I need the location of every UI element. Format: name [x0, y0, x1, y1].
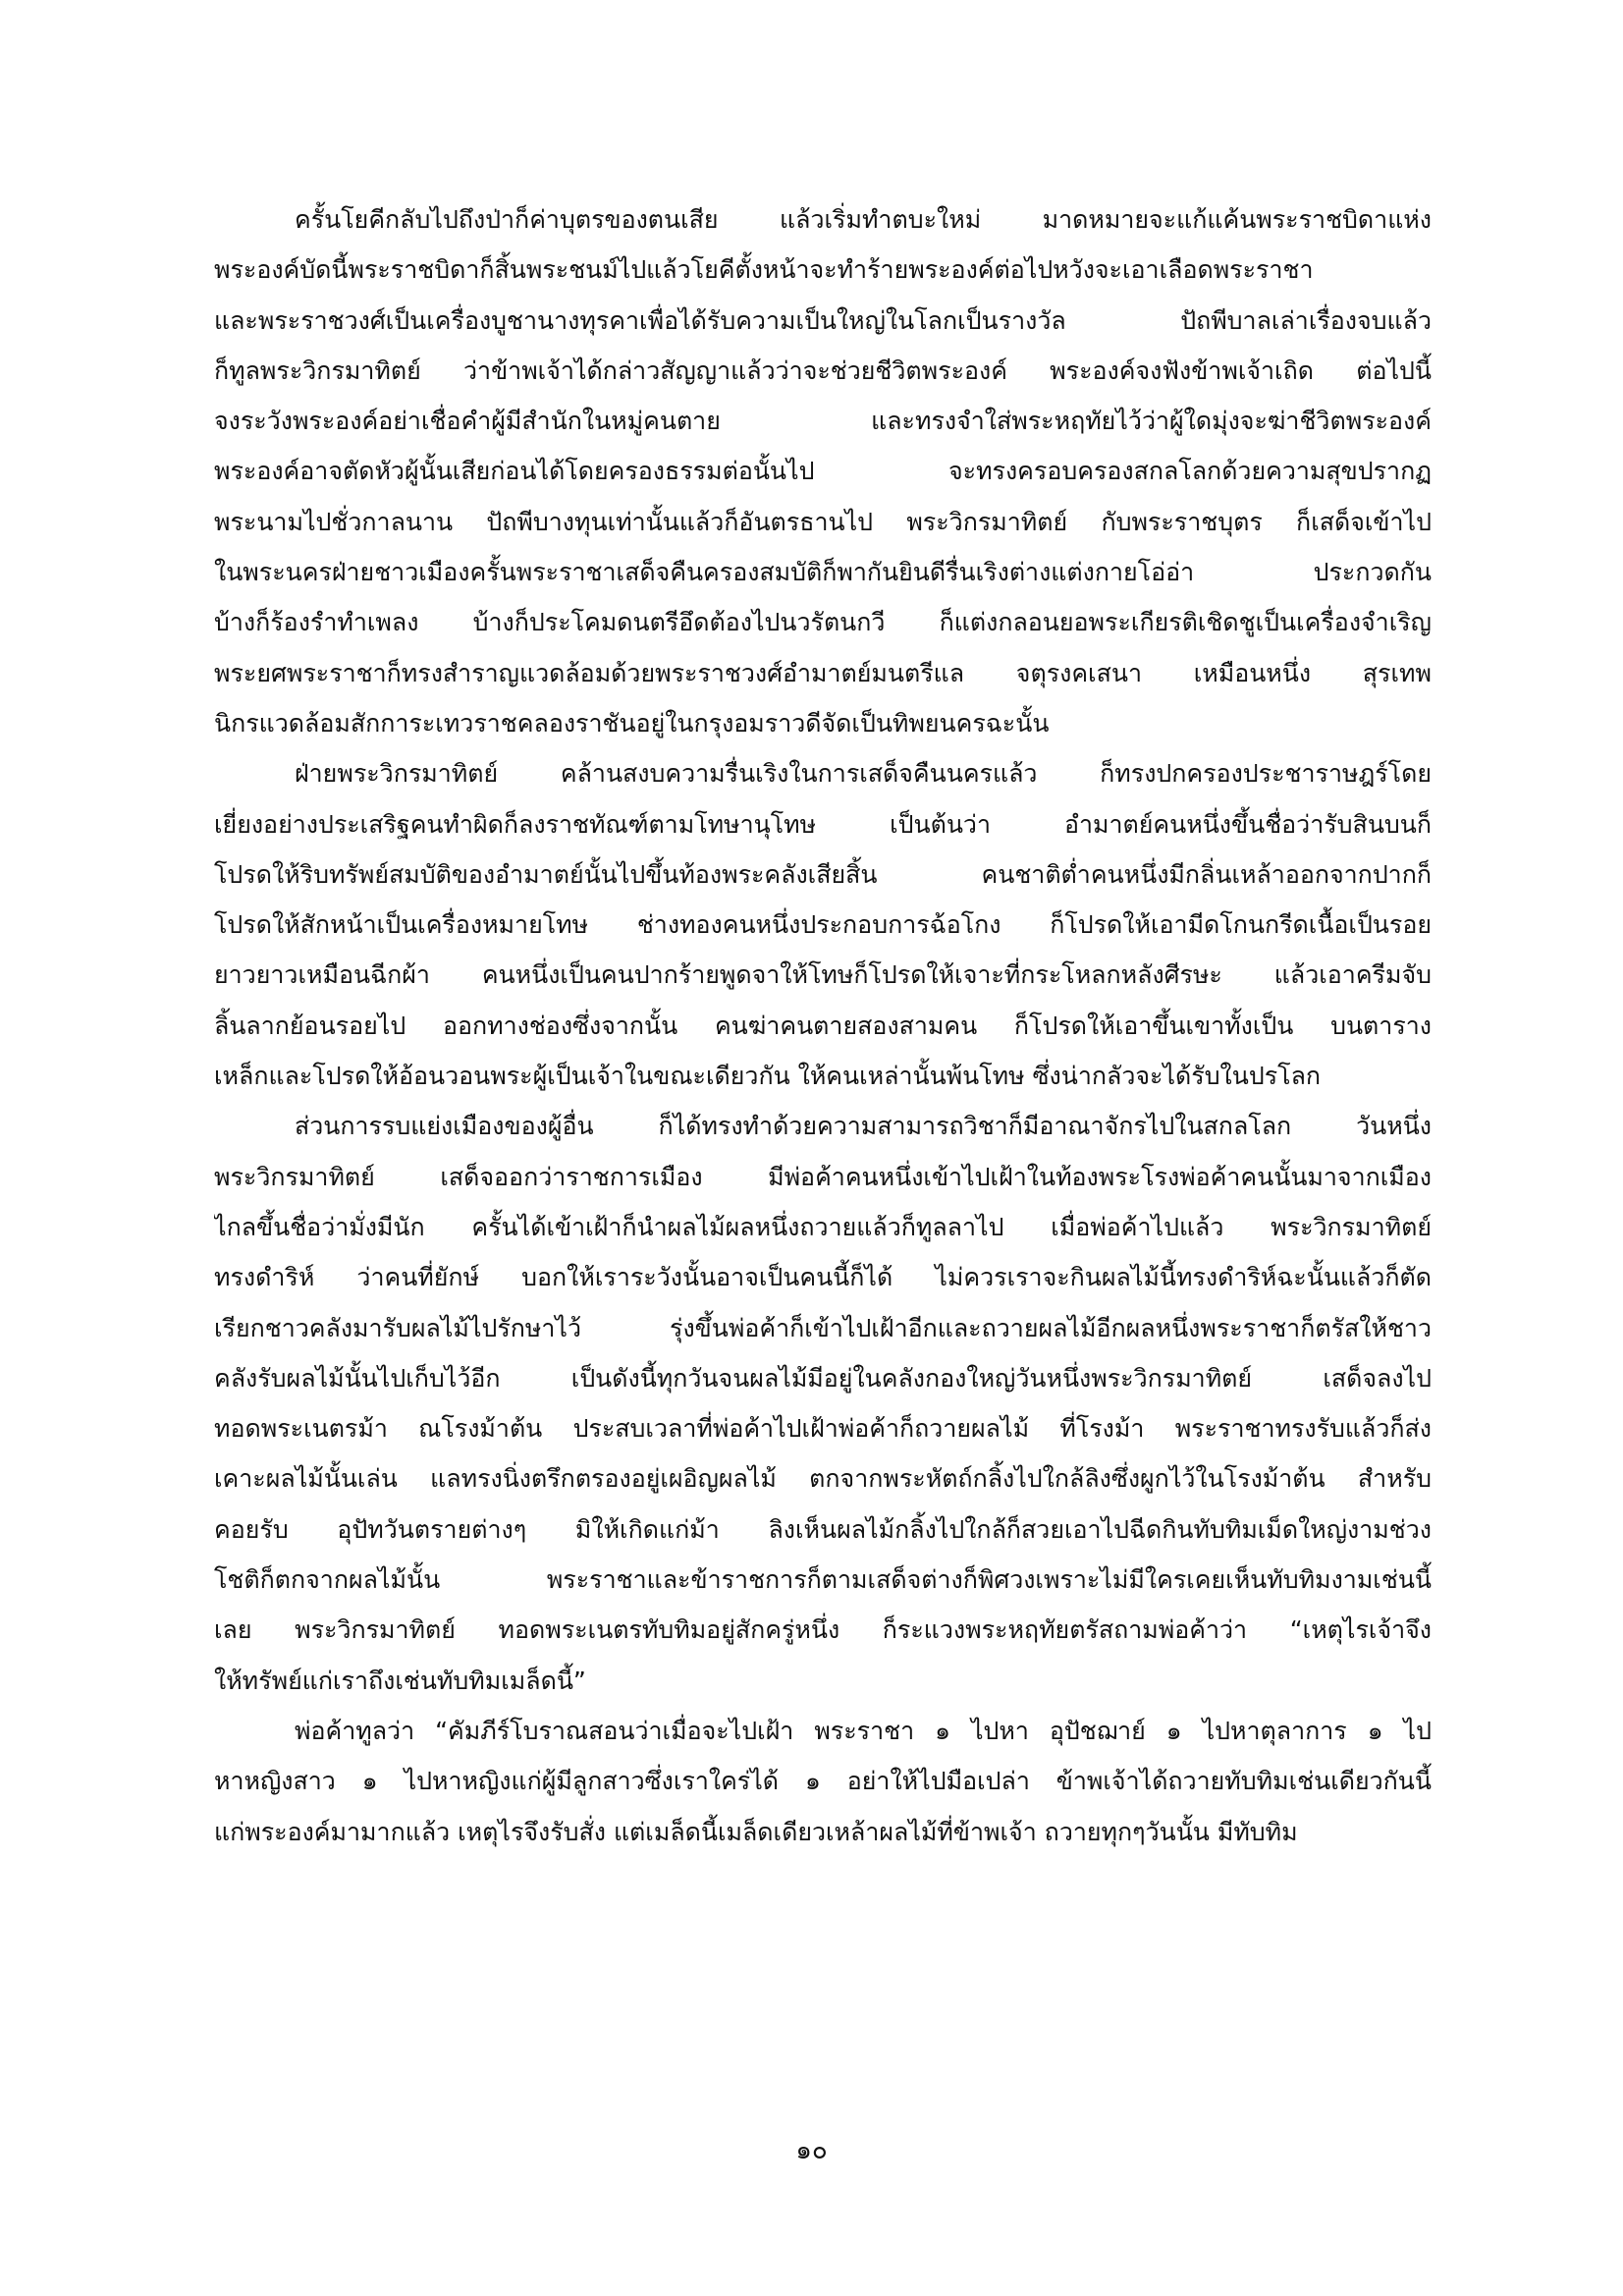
text-line: หาหญิงสาว ๑ ไปหาหญิงแก่ผู้มีลูกสาวซึ่งเราใคร่ได้ ๑ อย่าให้ไปมือเปล่า ข้าพเจ้าได้ถวายทับทิมเช่นเดียวกันนี้ — [214, 1767, 1432, 1796]
paragraph — [214, 1706, 1432, 1857]
text-line: โชติก็ตกจากผลไม้นั้น พระราชาและข้าราชการก็ตามเสด็จต่างก็พิศวงเพราะไม่มีใครเคยเห็นทับทิมงามเช่นนี้ — [214, 1565, 1432, 1595]
text-line: ฝ่ายพระวิกรมาทิตย์ คล้านสงบความรื่นเริงในการเสด็จคืนนครแล้ว ก็ทรงปกครองประชาราษฎร์โดย — [295, 759, 1432, 789]
text-line: ยาวยาวเหมือนฉีกผ้า คนหนึ่งเป็นคนปากร้ายพูดจาให้โทษก็โปรดให้เจาะที่กระโหลกหลังศีรษะ แล้วเอาครีมจับ — [214, 960, 1432, 990]
text-line: พระยศพระราชาก็ทรงสำราญแวดล้อมด้วยพระราชวงศ์อำมาตย์มนตรีแล จตุรงคเสนา เหมือนหนึ่ง สุรเทพ — [214, 658, 1432, 687]
text-line: ในพระนครฝ่ายชาวเมืองครั้นพระราชาเสด็จคืนครองสมบัติก็พากันยินดีรื่นเริงต่างแต่งกายโอ่อ่า ประกวดกัน — [214, 558, 1432, 587]
text-line: และพระราชวงศ์เป็นเครื่องบูชานางทุรคาเพื่อได้รับความเป็นใหญ่ในโลกเป็นรางวัล ปัถพีบาลเล่าเรื่องจบแล้ว — [214, 305, 1432, 335]
text-line: เลย พระวิกรมาทิตย์ ทอดพระเนตรทับทิมอยู่สักครู่หนึ่ง ก็ระแวงพระหฤทัยตรัสถามพ่อค้าว่า “เหตุไรเจ้าจึง — [214, 1615, 1432, 1645]
text-line: นิกรแวดล้อมสักการะเทวราชคลองราชันอยู่ในกรุงอมราวดีจัดเป็นทิพยนครฉะนั้น — [214, 708, 1050, 738]
text-line: พระวิกรมาทิตย์ เสด็จออกว่าราชการเมือง มีพ่อค้าคนหนึ่งเข้าไปเฝ้าในท้องพระโรงพ่อค้าคนนั้นมาจากเมือง — [214, 1162, 1432, 1191]
text-line: จงระวังพระองค์อย่าเชื่อคำผู้มีสำนักในหมู่คนตาย และทรงจำใส่พระหฤทัยไว้ว่าผู้ใดมุ่งจะฆ่าชีวิตพระองค์ — [214, 407, 1432, 436]
paragraph — [214, 748, 1432, 1101]
text-line: ไกลขึ้นชื่อว่ามั่งมีนัก ครั้นได้เข้าเฝ้าก็นำผลไม้ผลหนึ่งถวายแล้วก็ทูลลาไป เมื่อพ่อค้าไปแล้ว พระวิกรมาทิตย์ — [214, 1212, 1432, 1241]
text-line: พระนามไปชั่วกาลนาน ปัถพีบางทุนเท่านั้นแล้วก็อันตรธานไป พระวิกรมาทิตย์ กับพระราชบุตร ก็เสด็จเข้าไป — [214, 507, 1432, 536]
text-line: คลังรับผลไม้นั้นไปเก็บไว้อีก เป็นดังนี้ทุกวันจนผลไม้มีอยู่ในคลังกองใหญ่วันหนึ่งพระวิกรมาทิตย์ เสด็จลงไป — [214, 1363, 1432, 1393]
text-line: เหล็กและโปรดให้อ้อนวอนพระผู้เป็นเจ้าในขณะเดียวกัน ให้คนเหล่านั้นพ้นโทษ ซึ่งน่ากลัวจะได้รับในปรโลก — [214, 1062, 1322, 1091]
text-line: เรียกชาวคลังมารับผลไม้ไปรักษาไว้ รุ่งขึ้นพ่อค้าก็เข้าไปเฝ้าอีกและถวายผลไม้อีกผลหนึ่งพระราชาก็ตรัสให้ชาว — [214, 1313, 1432, 1342]
page-number: ๑๐ — [795, 2136, 828, 2165]
text-line: โปรดให้ริบทรัพย์สมบัติของอำมาตย์นั้นไปขึ้นท้องพระคลังเสียสิ้น คนชาติต่ำคนหนึ่งมีกลิ่นเหล้าออกจากปากก็ — [214, 859, 1432, 889]
text-line: เยี่ยงอย่างประเสริฐคนทำผิดก็ลงราชทัณฑ์ตามโทษานุโทษ เป็นต้นว่า อำมาตย์คนหนึ่งขึ้นชื่อว่ารับสินบนก็ — [214, 809, 1432, 839]
text-line: ทอดพระเนตรม้า ณโรงม้าต้น ประสบเวลาที่พ่อค้าไปเฝ้าพ่อค้าก็ถวายผลไม้ ที่โรงม้า พระราชาทรงรับแล้วก็ส่ง — [214, 1414, 1432, 1444]
paragraph — [214, 1101, 1432, 1706]
text-line: พระองค์อาจตัดหัวผู้นั้นเสียก่อนได้โดยครองธรรมต่อนั้นไป จะทรงครอบครองสกลโลกด้วยความสุขปรากฏ — [214, 457, 1432, 486]
body-text — [214, 194, 1432, 1857]
text-line: โปรดให้สักหน้าเป็นเครื่องหมายโทษ ช่างทองคนหนึ่งประกอบการฉ้อโกง ก็โปรดให้เอามีดโกนกรีดเนื้อเป็นรอย — [214, 910, 1432, 940]
text-line: ทรงดำริห์ ว่าคนที่ยักษ์ บอกให้เราระวังนั้นอาจเป็นคนนี้ก็ได้ ไม่ควรเราจะกินผลไม้นี้ทรงดำริห์ฉะนั้นแล้วก็ตัด — [214, 1263, 1432, 1292]
text-line: บ้างก็ร้องรำทำเพลง บ้างก็ประโคมดนตรีอึดต้องไปนวรัตนกวี ก็แต่งกลอนยอพระเกียรติเชิดชูเป็นเครื่องจำเริญ — [214, 608, 1432, 637]
text-line: ก็ทูลพระวิกรมาทิตย์ ว่าข้าพเจ้าได้กล่าวสัญญาแล้วว่าจะช่วยชีวิตพระองค์ พระองค์จงฟังข้าพเจ้าเถิด ต่อไปนี้ — [214, 355, 1432, 385]
text-line: เคาะผลไม้นั้นเล่น แลทรงนิ่งตรึกตรองอยู่เผอิญผลไม้ ตกจากพระหัตถ์กลิ้งไปใกล้ลิงซึ่งผูกไว้ในโรงม้าต้น สำหรับ — [214, 1464, 1432, 1494]
text-line: ครั้นโยคีกลับไปถึงป่าก็ค่าบุตรของตนเสีย แล้วเริ่มทำตบะใหม่ มาดหมายจะแก้แค้นพระราชบิดาแห่ง — [295, 205, 1432, 234]
text-line: ให้ทรัพย์แก่เราถึงเช่นทับทิมเมล็ดนี้” — [214, 1666, 586, 1695]
text-line: พ่อค้าทูลว่า “คัมภีร์โบราณสอนว่าเมื่อจะไปเฝ้า พระราชา ๑ ไปหา อุปัชฌาย์ ๑ ไปหาตุลาการ ๑ ไป — [295, 1716, 1432, 1745]
text-line: แก่พระองค์มามากแล้ว เหตุไรจึงรับสั่ง แต่เมล็ดนี้เมล็ดเดียวเหล้าผลไม้ที่ข้าพเจ้า ถวายทุกๆวันนั้น มีทับทิม — [214, 1817, 1298, 1846]
text-line: คอยรับ อุปัทวันตรายต่างๆ มิให้เกิดแก่ม้า ลิงเห็นผลไม้กลิ้งไปใกล้ก็สวยเอาไปฉีดกินทับทิมเม็ดใหญ่งามช่วง — [214, 1514, 1432, 1544]
text-line: พระองค์บัดนี้พระราชบิดาก็สิ้นพระชนม์ไปแล้วโยคีตั้งหน้าจะทำร้ายพระองค์ต่อไปหวังจะเอาเลือดพระราชา — [214, 255, 1314, 285]
text-line: ลิ้นลากย้อนรอยไป ออกทางช่องซึ่งจากนั้น คนฆ่าคนตายสองสามคน ก็โปรดให้เอาขึ้นเขาทั้งเป็น บนตาราง — [214, 1011, 1432, 1040]
text-line: ส่วนการรบแย่งเมืองของผู้อื่น ก็ได้ทรงทำด้วยความสามารถวิชาก็มีอาณาจักรไปในสกลโลก วันหนึ่ง — [295, 1112, 1432, 1141]
paragraph — [214, 194, 1432, 748]
